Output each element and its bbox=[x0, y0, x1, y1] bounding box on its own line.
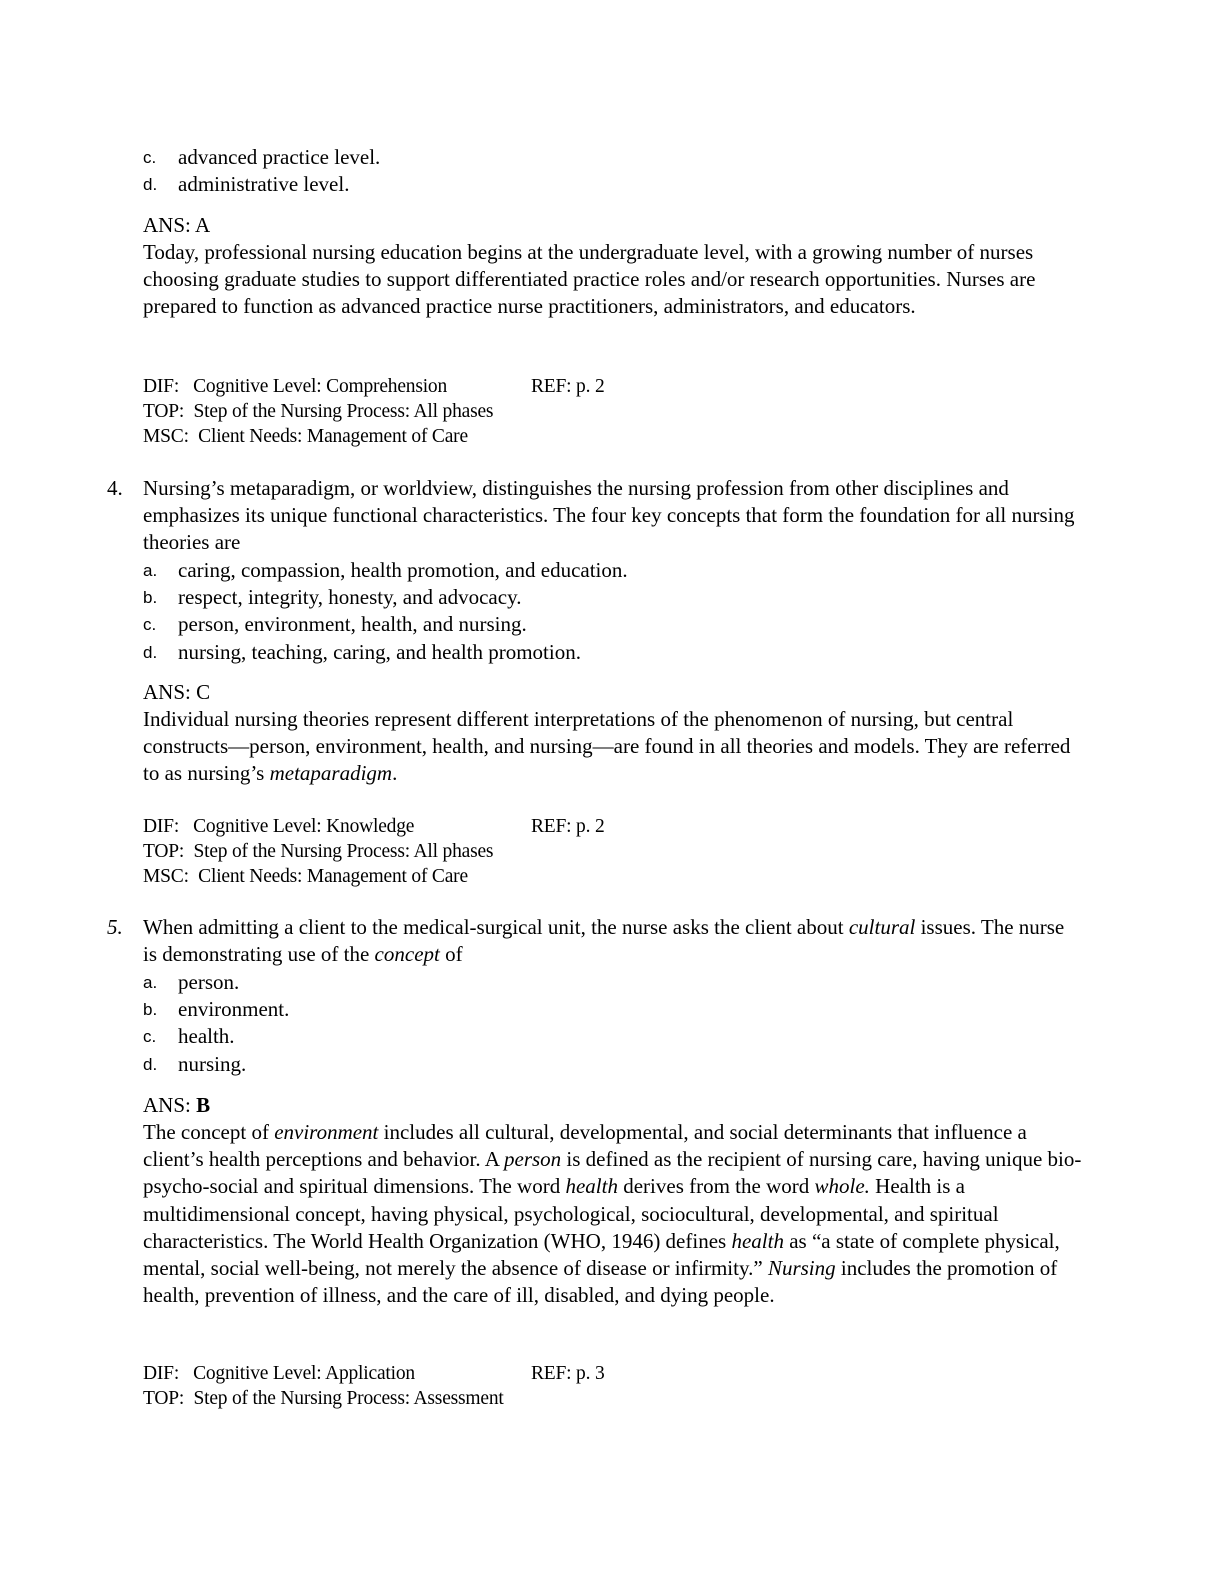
meta-msc: MSC: Client Needs: Management of Care bbox=[143, 426, 468, 447]
answer-value: A bbox=[194, 213, 211, 237]
option-letter: c. bbox=[143, 1027, 157, 1046]
option-letter: a. bbox=[143, 973, 158, 992]
answer-label: ANS: bbox=[143, 680, 191, 704]
answer-line bbox=[143, 212, 210, 239]
meta-top: TOP: Step of the Nursing Process: Assessment bbox=[143, 1388, 504, 1409]
option-text: health. bbox=[178, 1024, 235, 1048]
rationale: The concept of environment includes all cultural, developmental, and social determinants that influence a client’s health perceptions and behavior. A person is defined as the recipient of nursing care, having unique bio-psycho-social and spiritual dimensions. The word health derives from the word whole. Health is a multidimensional concept, having physical, psychological, sociocultural, developmental, and spiritual characteristics. The World Health Organization (WHO, 1946) defines health as “a state of complete physical, mental, social well-being, not merely the absence of disease or infirmity.” Nursing includes the promotion of health, prevention of illness, and the care of ill, disabled, and dying people. bbox=[143, 1120, 1082, 1308]
option-text: nursing. bbox=[178, 1052, 247, 1076]
option-letter: c. bbox=[143, 615, 157, 634]
option-letter: d. bbox=[143, 1055, 158, 1074]
meta-msc: MSC: Client Needs: Management of Care bbox=[143, 866, 468, 887]
rationale: Today, professional nursing education begins at the undergraduate level, with a growing number of nurses choosing graduate studies to support differentiated practice roles and/or research opportunities. Nurses are prepared to function as advanced practice nurse practitioners, administrators, and educators. bbox=[143, 240, 1036, 319]
answer-value: C bbox=[196, 680, 211, 704]
meta-top: TOP: Step of the Nursing Process: All phases bbox=[143, 401, 494, 422]
option-letter: c. bbox=[143, 148, 157, 167]
answer-label: ANS: bbox=[143, 1093, 191, 1117]
meta-top: TOP: Step of the Nursing Process: All phases bbox=[143, 841, 494, 862]
meta-ref: REF: p. 2 bbox=[531, 816, 605, 837]
meta-ref: REF: p. 2 bbox=[531, 376, 605, 397]
answer-value: B bbox=[196, 1093, 211, 1117]
answer-line bbox=[143, 679, 210, 706]
option-letter: d. bbox=[143, 175, 158, 194]
option-text: advanced practice level. bbox=[178, 145, 381, 169]
question-stem: When admitting a client to the medical-surgical unit, the nurse asks the client about cultural issues. The nurse is demonstrating use of the concept of bbox=[143, 915, 1065, 967]
rationale: Individual nursing theories represent different interpretations of the phenomenon of nursing, but central constructs—person, environment, health, and nursing—are found in all theories and models. They are referred to as nursing’s metaparadigm. bbox=[143, 707, 1071, 786]
meta-ref: REF: p. 3 bbox=[531, 1363, 605, 1384]
option-letter: b. bbox=[143, 1000, 158, 1019]
option-text: respect, integrity, honesty, and advocacy. bbox=[178, 585, 522, 609]
option-letter: d. bbox=[143, 643, 158, 662]
question-stem: Nursing’s metaparadigm, or worldview, distinguishes the nursing profession from other disciplines and emphasizes its unique functional characteristics. The four key concepts that form the foundation for all nursing theories are bbox=[143, 476, 1075, 555]
option-text: person. bbox=[178, 970, 240, 994]
question-number: 4. bbox=[107, 476, 123, 500]
meta-dif: DIF: Cognitive Level: Application REF: p. 3 bbox=[143, 1363, 605, 1384]
option-text: person, environment, health, and nursing. bbox=[178, 612, 527, 636]
meta-dif: DIF: Cognitive Level: Knowledge REF: p. 2 bbox=[143, 816, 605, 837]
option-letter: a. bbox=[143, 561, 158, 580]
option-text: environment. bbox=[178, 997, 290, 1021]
option-letter: b. bbox=[143, 588, 158, 607]
meta-dif: DIF: Cognitive Level: Comprehension REF: p. 2 bbox=[143, 376, 605, 397]
answer-line bbox=[143, 1092, 210, 1119]
option-text: caring, compassion, health promotion, and education. bbox=[178, 558, 628, 582]
answer-label: ANS: bbox=[143, 213, 191, 237]
option-text: nursing, teaching, caring, and health promotion. bbox=[178, 640, 581, 664]
question-number: 5. bbox=[107, 915, 123, 939]
option-text: administrative level. bbox=[178, 172, 350, 196]
